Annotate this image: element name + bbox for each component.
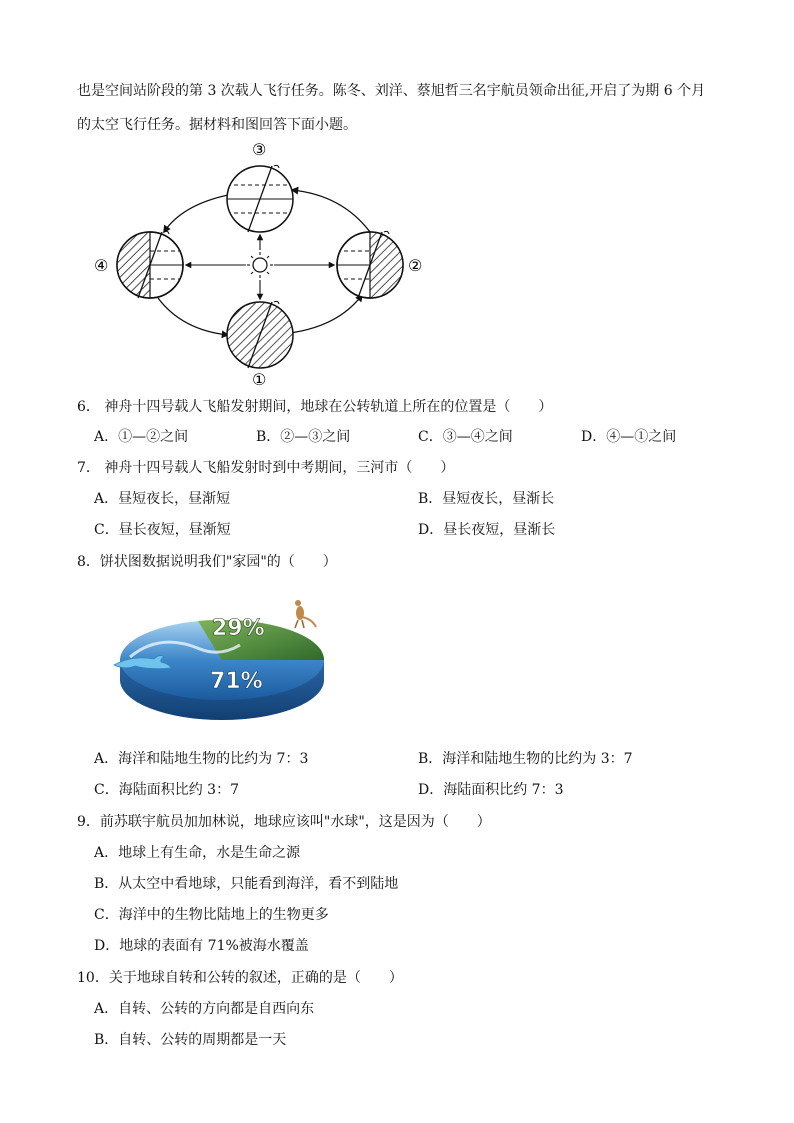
question-8-stem: 8．饼状图数据说明我们"家园"的（ ） (77, 554, 337, 570)
land-ocean-pie-chart (110, 585, 335, 725)
label-position-4: ④ (94, 256, 109, 275)
question-7-option-c[interactable]: C．昼长夜短，昼渐短 (94, 522, 231, 538)
pie-label-land: 29% (212, 616, 265, 641)
question-7-option-b[interactable]: B．昼短夜长，昼渐长 (418, 491, 555, 507)
question-7-option-d[interactable]: D．昼长夜短，昼渐长 (418, 522, 556, 538)
question-8-option-d[interactable]: D．海陆面积比约 7：3 (418, 782, 564, 798)
earth-position-2 (337, 231, 403, 298)
earth-position-1 (227, 301, 293, 368)
sun-icon (247, 252, 273, 278)
question-6-option-b[interactable]: B．②—③之间 (256, 429, 351, 445)
label-position-2: ② (408, 256, 423, 275)
earth-position-4 (117, 231, 183, 298)
question-8-option-a[interactable]: A．海洋和陆地生物的比约为 7：3 (94, 751, 309, 767)
question-10-option-a[interactable]: A．自转、公转的方向都是自西向东 (94, 1001, 315, 1017)
question-10-option-b[interactable]: B．自转、公转的周期都是一天 (94, 1032, 287, 1048)
intro-line-2: 的太空飞行任务。据材料和图回答下面小题。 (77, 117, 357, 133)
question-6-option-c[interactable]: C．③—④之间 (418, 429, 513, 445)
earth-position-3 (227, 165, 293, 232)
question-6-stem: 6． 神舟十四号载人飞船发射期间，地球在公转轨道上所在的位置是（ ） (77, 399, 553, 415)
intro-line-1: 也是空间站阶段的第 3 次载人飞行任务。陈冬、刘洋、蔡旭哲三名宇航员领命出征,开启了为期 6 个月 (77, 83, 706, 99)
question-6-option-d[interactable]: D．④—①之间 (581, 429, 677, 445)
question-9-option-c[interactable]: C．海洋中的生物比陆地上的生物更多 (94, 907, 329, 923)
question-9-stem: 9．前苏联宇航员加加林说，地球应该叫"水球"，这是因为（ ） (77, 814, 491, 830)
question-6-option-a[interactable]: A．①—②之间 (94, 429, 189, 445)
label-position-3: ③ (252, 140, 267, 159)
label-position-1: ① (252, 370, 267, 387)
question-10-stem: 10．关于地球自转和公转的叙述，正确的是（ ） (77, 970, 403, 986)
kangaroo-icon (295, 600, 316, 628)
pie-label-ocean: 71% (210, 669, 263, 694)
question-8-option-b[interactable]: B．海洋和陆地生物的比约为 3：7 (418, 751, 633, 767)
earth-orbit-diagram (92, 135, 432, 387)
question-9-option-b[interactable]: B．从太空中看地球，只能看到海洋，看不到陆地 (94, 876, 399, 892)
question-7-stem: 7． 神舟十四号载人飞船发射时到中考期间，三河市（ ） (77, 460, 455, 476)
question-8-option-c[interactable]: C．海陆面积比约 3：7 (94, 782, 239, 798)
question-9-option-d[interactable]: D．地球的表面有 71%被海水覆盖 (94, 938, 309, 954)
question-9-option-a[interactable]: A．地球上有生命，水是生命之源 (94, 845, 301, 861)
question-7-option-a[interactable]: A．昼短夜长，昼渐短 (94, 491, 231, 507)
